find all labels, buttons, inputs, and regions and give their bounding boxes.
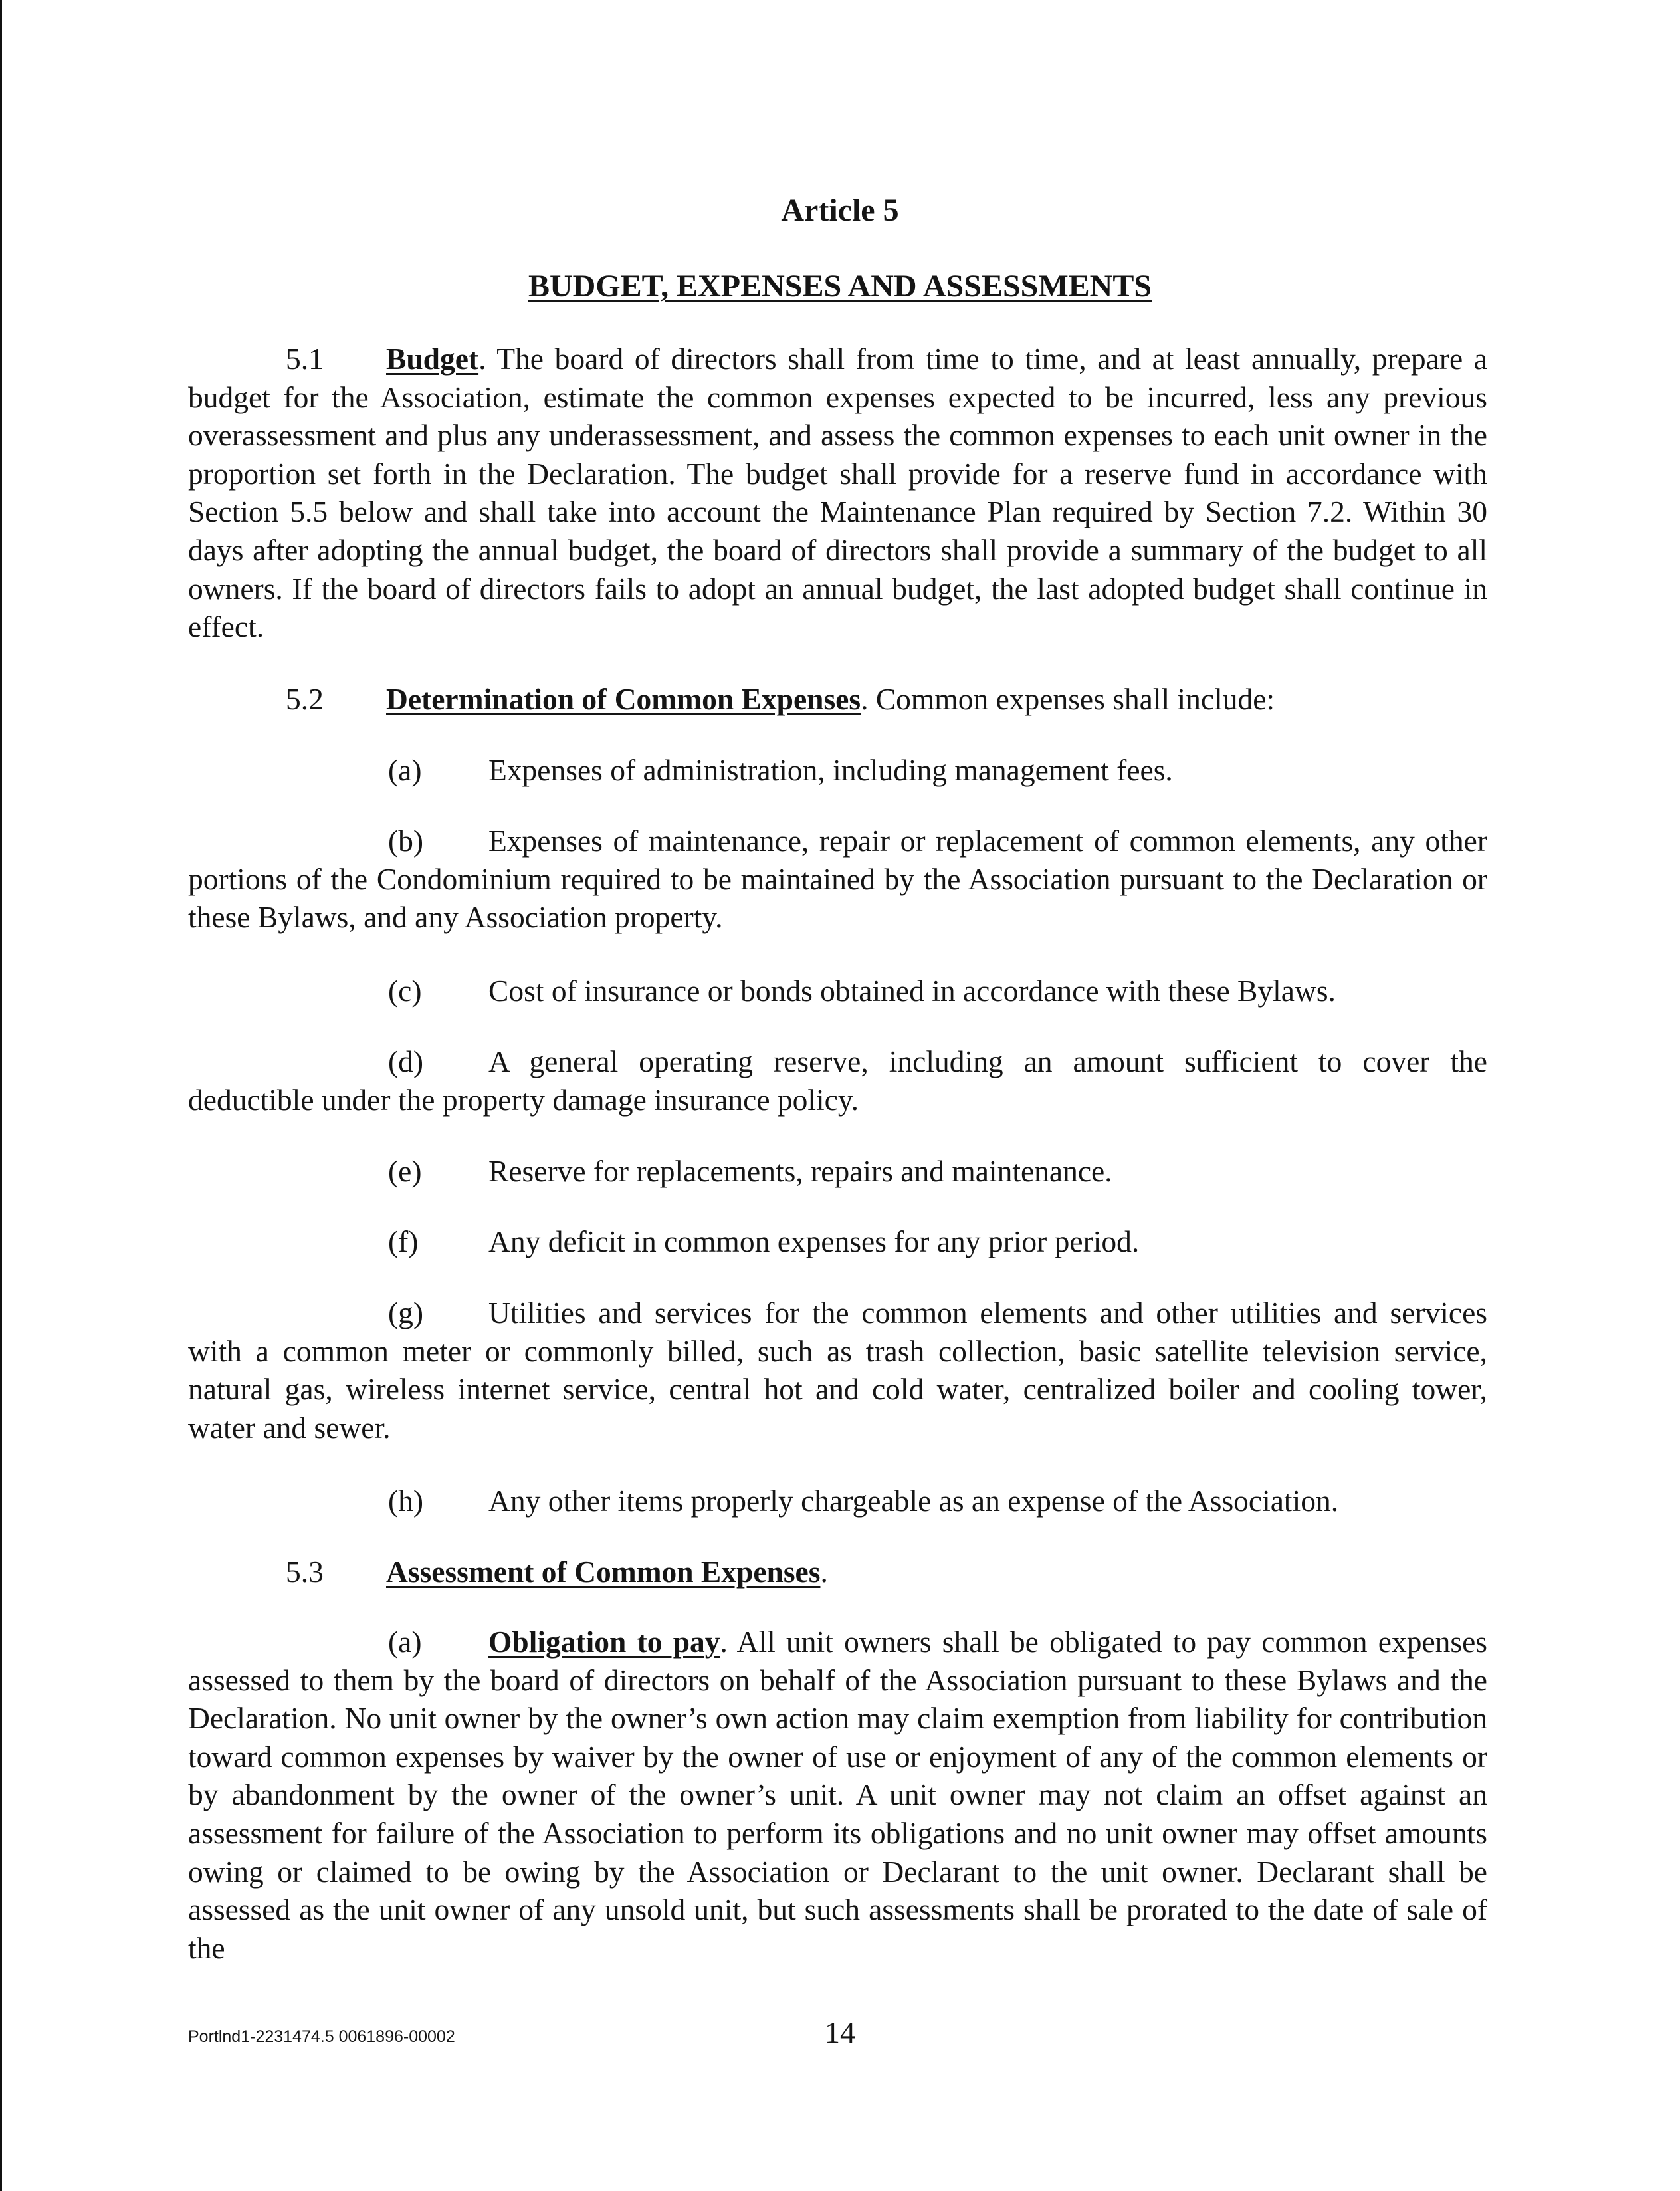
list-item-5-2-h <box>188 1482 1487 1520</box>
item-label: (a) <box>388 1625 422 1659</box>
item-text: Any other items properly chargeable as an expense of the Association. <box>488 1484 1339 1518</box>
section-text: . The board of directors shall from time to time, and at least annually, prepare a budget for the Association, estimate the common expenses expected to be incurred, less any previous overassessment and plus any underassessment, and assess the common expenses to each unit owner in the proportion set forth in the Declaration. The budget shall provide for a reserve fund in accordance with Section 5.5 below and shall take into account the Maintenance Plan required by Section 7.2. Within 30 days after adopting the annual budget, the board of directors shall provide a summary of the budget to all owners. If the board of directors fails to adopt an annual budget, the last adopted budget shall continue in effect. <box>188 342 1487 644</box>
item-text: Any deficit in common expenses for any prior period. <box>488 1224 1140 1258</box>
list-item-5-2-a <box>188 751 1487 790</box>
list-item-5-2-f <box>188 1222 1487 1261</box>
list-item-5-2-b <box>188 822 1487 937</box>
item-label: (c) <box>388 974 422 1008</box>
section-5-3 <box>188 1553 1487 1591</box>
section-heading: Assessment of Common Expenses <box>386 1555 821 1589</box>
scan-edge <box>0 0 2 2191</box>
article-title: BUDGET, EXPENSES AND ASSESSMENTS <box>528 269 1152 304</box>
item-label: (g) <box>388 1296 424 1329</box>
section-number: 5.1 <box>286 342 324 376</box>
section-heading: Determination of Common Expenses <box>386 682 861 716</box>
item-text: Reserve for replacements, repairs and maintenance. <box>488 1154 1112 1188</box>
list-item-5-2-d <box>188 1042 1487 1119</box>
section-heading: Budget <box>386 342 479 376</box>
item-text: Expenses of maintenance, repair or replacement of common elements, any other portions of the Condominium required to be maintained by the Association pursuant to the Declaration or these Bylaws, and any Association property. <box>188 824 1487 935</box>
item-label: (h) <box>388 1484 424 1518</box>
item-heading: Obligation to pay <box>488 1625 720 1659</box>
section-text: . <box>820 1555 828 1589</box>
list-item-5-2-c <box>188 972 1487 1010</box>
item-text: . All unit owners shall be obligated to pay common expenses assessed to them by the board of directors on behalf of the Association pursuant to these Bylaws and the Declaration. No unit owner by the owner’s own action may claim exemption from liability for contribution toward common expenses by waiver by the owner of use or enjoyment of any of the common elements or by abandonment by the owner of the owner’s unit. A unit owner may not claim an offset against an assessment for failure of the Association to perform its obligations and no unit owner may offset amounts owing or claimed to be owing by the Association or Declarant to the unit owner. Declarant shall be assessed as the unit owner of any unsold unit, but such assessments shall be prorated to the date of sale of the <box>188 1625 1487 1965</box>
item-text: Utilities and services for the common elements and other utilities and services with a common meter or commonly billed, such as trash collection, basic satellite television service, natural gas, wireless internet service, central hot and cold water, centralized boiler and cooling tower, water and sewer. <box>188 1296 1487 1444</box>
item-label: (d) <box>388 1044 424 1078</box>
list-item-5-2-e <box>188 1152 1487 1191</box>
article-number: Article 5 <box>781 193 899 228</box>
section-number: 5.2 <box>286 682 324 716</box>
section-5-2 <box>188 680 1487 719</box>
item-text: Cost of insurance or bonds obtained in accordance with these Bylaws. <box>488 974 1336 1008</box>
section-5-1 <box>188 340 1487 646</box>
section-number: 5.3 <box>286 1555 324 1589</box>
page-number: 14 <box>825 2016 855 2049</box>
list-item-5-3-a <box>188 1623 1487 1967</box>
item-text: A general operating reserve, including an amount sufficient to cover the deductible under the property damage insurance policy. <box>188 1044 1487 1117</box>
item-text: Expenses of administration, including management fees. <box>488 753 1173 787</box>
section-text: . Common expenses shall include: <box>861 682 1275 716</box>
item-label: (a) <box>388 753 422 787</box>
item-label: (f) <box>388 1224 419 1258</box>
footer-document-code: Portlnd1-2231474.5 0061896-00002 <box>188 2027 455 2046</box>
item-label: (e) <box>388 1154 422 1188</box>
item-label: (b) <box>388 824 424 858</box>
list-item-5-2-g <box>188 1294 1487 1446</box>
